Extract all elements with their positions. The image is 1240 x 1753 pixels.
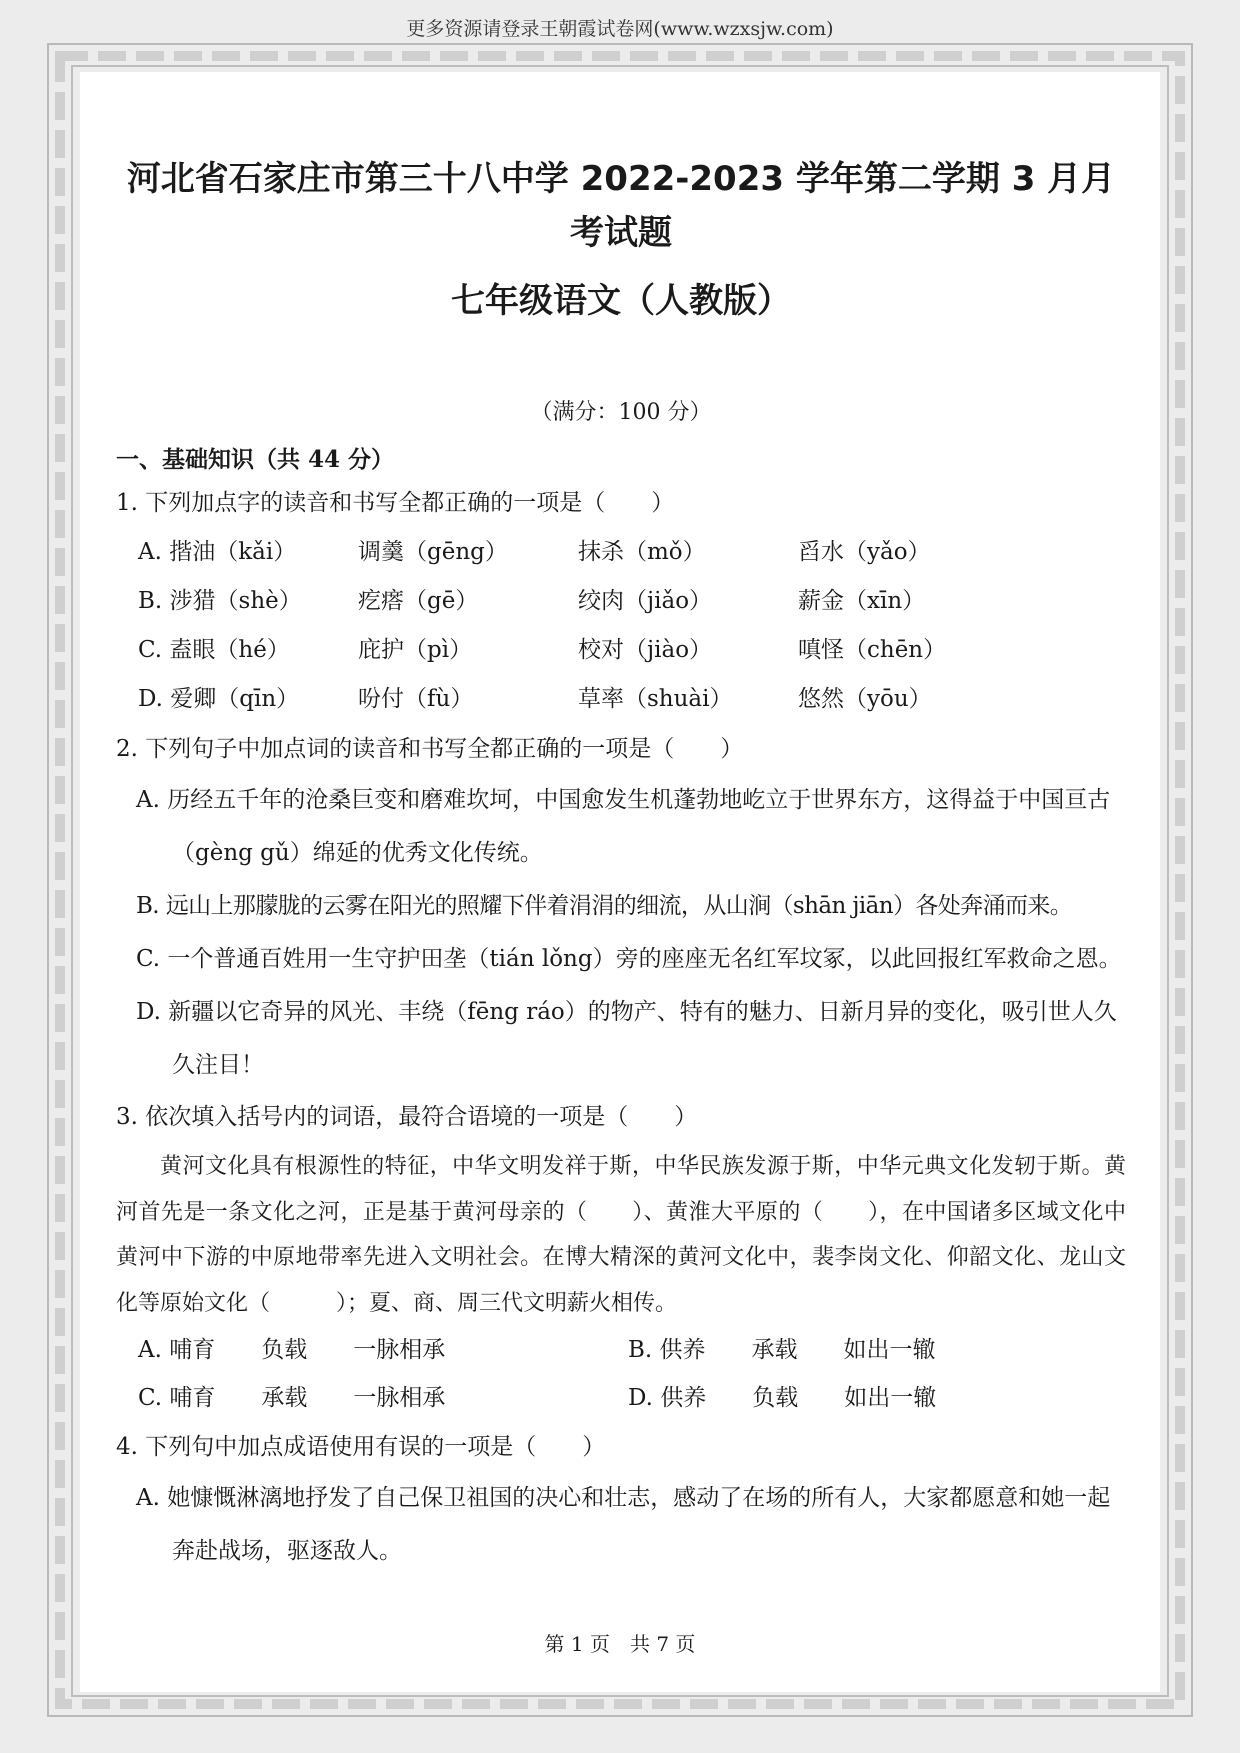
page-number: 第 1 页 共 7 页 [544, 1632, 696, 1656]
option-cell: 绞肉（jiǎo） [578, 588, 713, 614]
option-cell: 草率（shuài） [578, 686, 733, 712]
option-cell: C. 盍眼（hé） [138, 637, 290, 663]
question-1 [116, 478, 1126, 724]
option-d: D. 新疆以它奇异的风光、丰绕（fēng ráo）的物产、特有的魅力、日新月异的变化，吸引世人久久注目！ [136, 999, 1117, 1078]
full-score: （满分：100 分） [530, 400, 712, 425]
option-cell: 舀水（yǎo） [798, 539, 931, 565]
exam-page [80, 72, 1160, 1692]
question-2 [116, 724, 1126, 1092]
exam-title: 河北省石家庄市第三十八中学 2022-2023 学年第二学期 3 月月考试题 [126, 159, 1116, 253]
option-cell: D. 爱卿（qīn） [138, 686, 300, 712]
option-a: A. 哺育 负载 一脉相承 [138, 1337, 446, 1363]
question-stem: 4. 下列句中加点成语使用有误的一项是（ ） [116, 1434, 606, 1460]
option-b: B. 供养 承载 如出一辙 [628, 1337, 936, 1363]
option-a: A. 历经五千年的沧桑巨变和磨难坎坷，中国愈发生机蓬勃地屹立于世界东方，这得益于中国亘古（gèng gǔ）绵延的优秀文化传统。 [136, 787, 1111, 866]
option-cell: 校对（jiào） [578, 637, 713, 663]
option-cell: 疙瘩（gē） [358, 588, 479, 614]
option-cell: B. 涉猎（shè） [138, 588, 302, 614]
option-c: C. 一个普通百姓用一生守护田垄（tián lǒng）旁的座座无名红军坟冢，以此回报红军救命之恩。 [136, 946, 1122, 972]
option-cell: 抹杀（mǒ） [578, 539, 706, 565]
question-stem: 3. 依次填入括号内的词语，最符合语境的一项是（ ） [116, 1104, 698, 1130]
option-b: B. 远山上那朦胧的云雾在阳光的照耀下伴着涓涓的细流，从山涧（shān jiān）各处奔涌而来。 [136, 893, 1073, 919]
source-banner: 更多资源请登录王朝霞试卷网(www.wzxsjw.com) [406, 18, 834, 40]
reading-passage: 黄河文化具有根源性的特征，中华文明发祥于斯，中华民族发源于斯，中华元典文化发轫于斯。黄河首先是一条文化之河，正是基于黄河母亲的（ ）、黄淮大平原的（ ），在中国诸多区域文化中黄河中下游的中原地带率先进入文明社会。在博大精深的黄河文化中，裴李岗文化、仰韶文化、龙山文化等原始文化（ ）；夏、商、周三代文明薪火相传。 [116, 1154, 1126, 1316]
option-cell: 薪金（xīn） [798, 588, 926, 614]
question-stem: 1. 下列加点字的读音和书写全都正确的一项是（ ） [116, 490, 675, 516]
question-3 [116, 1092, 1126, 1422]
option-cell: 悠然（yōu） [798, 686, 932, 712]
option-cell: 调羹（gēng） [358, 539, 508, 565]
exam-subtitle: 七年级语文（人教版） [451, 281, 791, 321]
option-c: C. 哺育 承载 一脉相承 [138, 1385, 446, 1411]
page-content [116, 152, 1126, 1578]
section-heading: 一、基础知识（共 44 分） [116, 446, 395, 473]
option-cell: 吩付（fù） [358, 686, 474, 712]
question-4 [116, 1422, 1126, 1578]
question-stem: 2. 下列句子中加点词的读音和书写全都正确的一项是（ ） [116, 736, 744, 762]
options-grid [116, 1326, 1126, 1422]
option-d: D. 供养 负载 如出一辙 [628, 1385, 937, 1411]
option-a: A. 她慷慨淋漓地抒发了自己保卫祖国的决心和壮志，感动了在场的所有人，大家都愿意和她一起奔赴战场，驱逐敌人。 [136, 1485, 1111, 1564]
option-cell: 嗔怪（chēn） [798, 637, 947, 663]
options-grid [116, 528, 1126, 724]
option-cell: 庇护（pì） [358, 637, 473, 663]
option-cell: A. 揩油（kǎi） [138, 539, 297, 565]
